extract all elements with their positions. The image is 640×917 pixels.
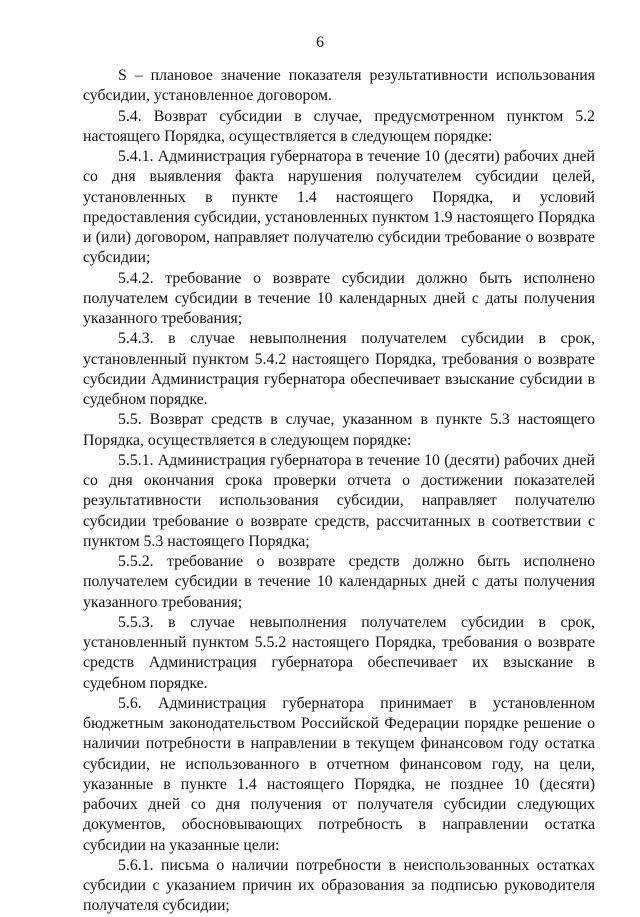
paragraph-5-4-3: 5.4.3. в случае невыполнения получателем субсидии в срок, установленный пунктом 5.4.2 настоящего Порядка, требования о возврате субсидии Администрация губернатора обеспечивает взыскание субсидии в судебном порядке. <box>83 330 595 408</box>
paragraph-5-5-3: 5.5.3. в случае невыполнения получателем субсидии в срок, установленный пунктом 5.5.2 настоящего Порядка, требования о возврате средств Администрация губернатора обеспечивает их взыскание в судебном порядке. <box>83 613 595 692</box>
paragraph-5-6-1: 5.6.1. письма о наличии потребности в неиспользованных остатках субсидии с указанием причин их образования за подписью руководителя получателя субсидии; <box>83 856 595 915</box>
paragraph-s-definition: S – плановое значение показателя результативности использования субсидии, установленное договором. <box>83 67 595 105</box>
paragraph-5-5: 5.5. Возврат средств в случае, указанном в пункте 5.3 настоящего Порядка, осуществляется в следующем порядке: <box>83 411 595 449</box>
document-body <box>83 66 595 917</box>
paragraph-5-5-2: 5.5.2. требование о возврате средств должно быть исполнено получателем субсидии в течение 10 календарных дней с даты получения указанного требования; <box>83 553 595 611</box>
paragraph-5-4-1: 5.4.1. Администрация губернатора в течение 10 (десяти) рабочих дней со дня выявления факта нарушения получателем субсидии целей, установленных в пункте 1.4 настоящего Порядка, и условий предоставления субсидии, установленных пунктом 1.9 настоящего Порядка и (или) договором, направляет получателю субсидии требование о возврате субсидии; <box>83 148 595 267</box>
page-number: 6 <box>316 34 324 51</box>
paragraph-5-4: 5.4. Возврат субсидии в случае, предусмотренном пунктом 5.2 настоящего Порядка, осуществляется в следующем порядке: <box>83 107 595 145</box>
paragraph-5-4-2: 5.4.2. требование о возврате субсидии должно быть исполнено получателем субсидии в течение 10 календарных дней с даты получения указанного требования; <box>83 269 595 327</box>
paragraph-5-5-1: 5.5.1. Администрация губернатора в течение 10 (десяти) рабочих дней со дня окончания срока проверки отчета о достижении показателей результативности использования субсидии, направляет получателю субсидии требование о возврате средств, рассчитанных в соответствии с пунктом 5.3 настоящего Порядка; <box>83 451 595 550</box>
paragraph-5-6: 5.6. Администрация губернатора принимает в установленном бюджетным законодательством Российской Федерации порядке решение о наличии потребности в направлении в текущем финансовом году остатка субсидии, не использованного в отчетном финансовом году, на цели, указанные в пункте 1.4 настоящего Порядка, не позднее 10 (десяти) рабочих дней со дня получения от получателя субсидии следующих документов, обосновывающих потребность в направлении остатка субсидии на указанные цели: <box>83 694 595 854</box>
